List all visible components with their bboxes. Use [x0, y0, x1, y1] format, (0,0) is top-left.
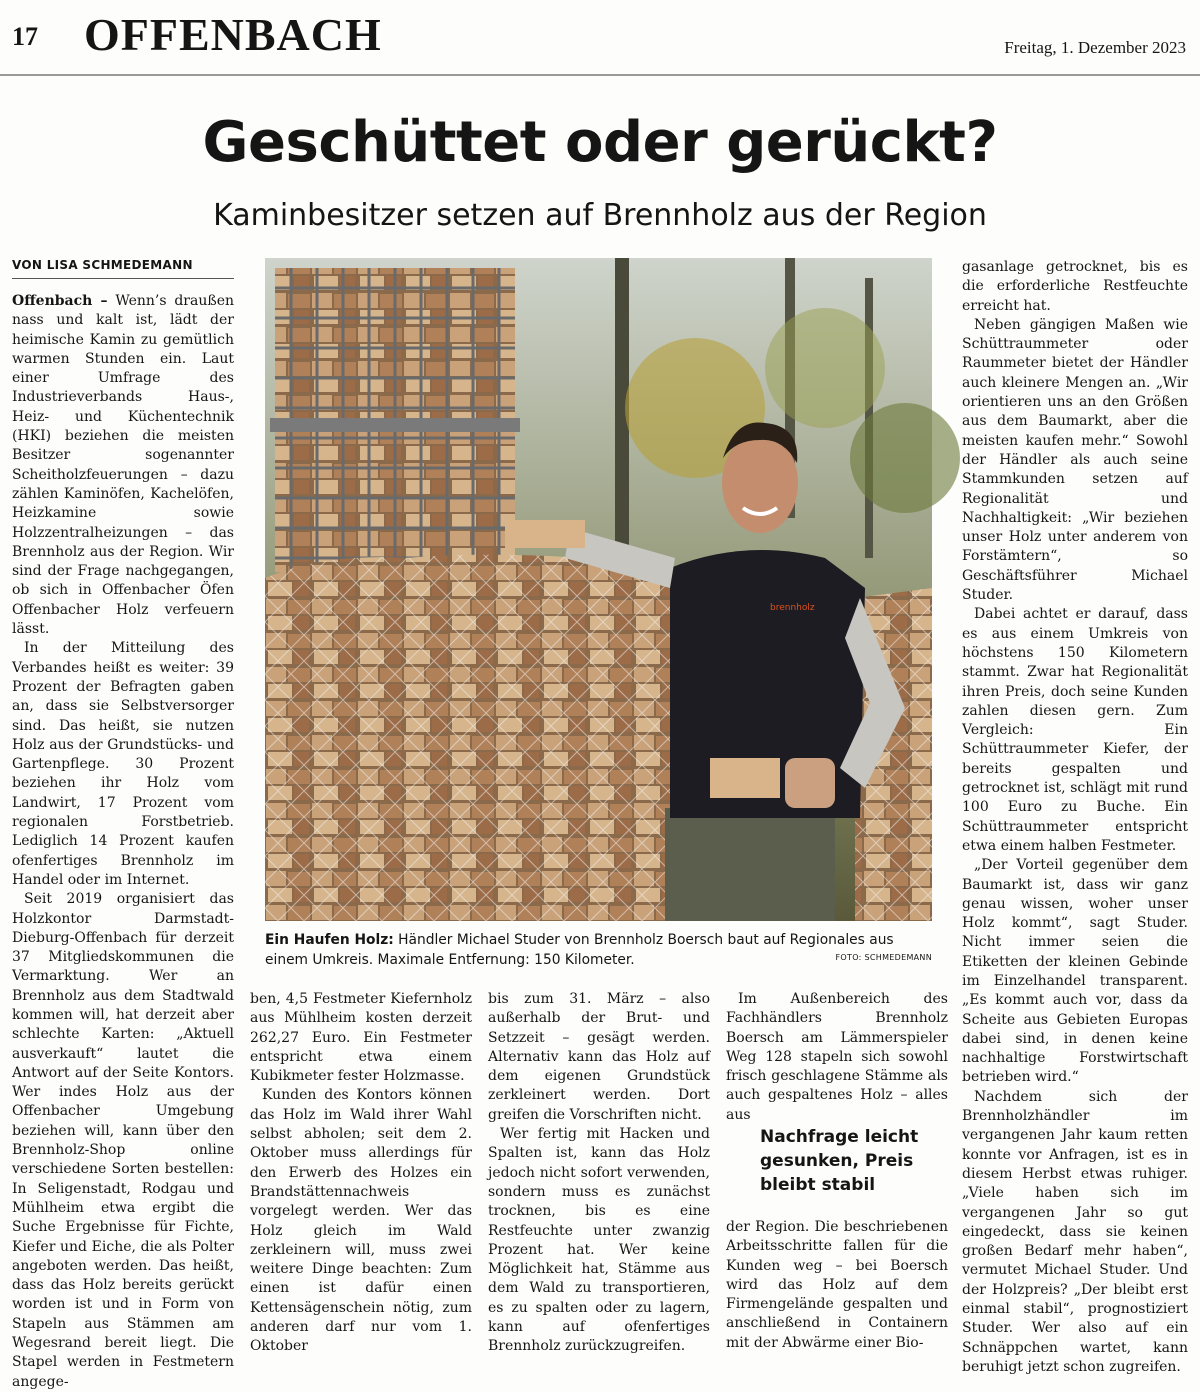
column-3 [488, 990, 710, 1357]
issue-date: Freitag, 1. Dezember 2023 [1004, 38, 1186, 57]
photo-credit: FOTO: SCHMEDEMANN [835, 953, 932, 962]
photo-caption [265, 930, 932, 970]
column-2 [250, 990, 472, 1357]
paragraph: bis zum 31. März – also außerhalb der Brut- und Setzzeit – gesägt werden. Alternativ kann das Holz auf dem eigenen Grundstück zerkleinert werden. Dort greifen die Vorschriften nicht. [488, 991, 710, 1123]
byline: VON LISA SCHMEDEMANN [12, 258, 234, 279]
paragraph: der Region. Die beschriebenen Arbeitsschritte fallen für die Kunden weg – bei Boersch wird das Holz auf dem Firmengelände gespalten und anschließend in Containern mit der Abwärme einer Bio- [726, 1219, 948, 1351]
caption-lead: Ein Haufen Holz: [265, 932, 394, 948]
column-1 [12, 292, 234, 1392]
paragraph: „Der Vorteil gegenüber dem Baumarkt ist, dass wir ganz genau wissen, woher unser Holz kommt“, sagt Studer. Nicht immer seien die Etiketten der kleinen Gebinde im Einzelhandel transparent. „Es kommt auch vor, dass da Scheite aus Gebieten Europas dabei sind, in denen keine nachhaltige Forstwirtschaft betrieben wird.“ [962, 857, 1188, 1086]
header-rule [0, 74, 1200, 76]
column-4-top [726, 990, 948, 1125]
paragraph: In der Mitteilung des Verbandes heißt es weiter: 39 Prozent der Befragten gaben an, dass sie Selbstversorger sind. Das heißt, sie nutzen Holz aus der Grundstücks- und Gartenpflege. 30 Prozent beziehen ihr Holz vom Landwirt, 17 Prozent vom regionalen Forstbetrieb. Lediglich 14 Prozent kaufen ofenfertiges Brennholz im Handel oder im Internet. [12, 640, 234, 888]
paragraph: ben, 4,5 Festmeter Kiefernholz aus Mühlheim kosten derzeit 262,27 Euro. Ein Festmeter entspricht etwa einem Kubikmeter fester Holzmasse. [250, 991, 472, 1085]
caption-text: Händler Michael Studer von Brennholz Boersch baut auf Regionales aus einem Umkreis. Maximale Entfernung: 150 Kilometer. [265, 932, 894, 968]
paragraph: Im Außenbereich des Fachhändlers Brennholz Boersch am Lämmerspieler Weg 128 stapeln sich sowohl frisch geschlagene Stämme als auch gespaltenes Holz – alles aus [726, 991, 948, 1123]
shirt-logo: brennholz [770, 603, 815, 613]
headline: Geschüttet oder gerückt? [202, 110, 998, 175]
page-number: 17 [12, 22, 38, 51]
paragraph: Offenbach – Wenn’s draußen nass und kalt ist, lädt der heimische Kamin zu gemütlich warmen Stunden ein. Laut einer Umfrage des Industrieverbands Haus-, Heiz- und Küchentechnik (HKI) beziehen die meisten Besitzer sogenannter Scheitholzfeuerungen – dazu zählen Kaminöfen, Kachelöfen, Heizkamine sowie Holzzentralheizungen – das Brennholz aus der Region. Wir sind der Frage nachgegangen, ob sich in Offenbacher Öfen Offenbacher Holz verfeuern lässt. [12, 293, 234, 638]
column-4-bottom [726, 1218, 948, 1353]
article-photo [265, 258, 932, 921]
paragraph: Seit 2019 organisiert das Holzkontor Darmstadt-Dieburg-Offenbach für derzeit 37 Mitgliedskommunen die Vermarktung. Wer an Brennholz aus dem Stadtwald kommen will, hat derzeit aber schlechte Karten: „Aktuell ausverkauft“ lautet die Antwort auf der Seite Kontors. Wer indes Holz aus der Offenbacher Umgebung beziehen will, kann über den Brennholz-Shop online verschiedene Sorten bestellen: In Seligenstadt, Rodgau und Mühlheim etwa ergibt die Suche Ergebnisse für Fichte, Kiefer und Eiche, die als Polter angeboten werden. Das heißt, dass das Holz bereits gerückt worden ist und in Form von Stapeln aus Stämmen am Wegesrand bereit liegt. Die Stapel werden in Festmetern angege- [12, 891, 234, 1390]
paragraph: Wer fertig mit Hacken und Spalten ist, kann das Holz jedoch nicht sofort verwenden, sondern muss es zunächst trocknen, bis es eine Restfeuchte unter zwanzig Prozent hat. Wer keine Möglichkeit hat, Stämme aus dem Wald zu transportieren, es zu spalten oder zu lagern, kann auf ofenfertiges Brennholz zurückzugreifen. [488, 1126, 710, 1355]
paragraph: gasanlage getrocknet, bis es die erforderliche Restfeuchte erreicht hat. [962, 259, 1188, 314]
section-title: OFFENBACH [84, 9, 382, 60]
paragraph: Kunden des Kontors können das Holz im Wald ihrer Wahl selbst abholen; seit dem 2. Oktober muss allerdings für den Erwerb des Holzes ein Brandstättennachweis vorgelegt werden. Wer das Holz gleich im Wald zerkleinern will, muss zwei weitere Dinge beachten: Zum einen ist dafür einen Kettensägenschein nötig, zum anderen darf nur vom 1. Oktober [250, 1087, 472, 1355]
paragraph: Nachdem sich der Brennholzhändler im vergangenen Jahr kaum retten konnte vor Anfragen, ist es in diesem Herbst etwas ruhiger. „Viele haben sich im vergangenen Jahr so gut eingedeckt, dass sie keinen großen Bedarf mehr haben“, vermutet Michael Studer. Und der Holzpreis? „Der bleibt erst einmal stabil“, prognostiziert Studer. Wer also auf ein Schnäppchen wartet, kann beruhigt jetzt schon zugreifen. [962, 1088, 1188, 1375]
paragraph: Dabei achtet er darauf, dass es aus einem Umkreis von höchstens 150 Kilometern stammt. Zwar hat Regionalität ihren Preis, doch seine Kunden zahlen diesen gern. Zum Vergleich: Ein Schüttraummeter Kiefer, der bereits gespalten und getrocknet ist, schlägt mit rund 100 Euro zu Buche. Ein Schüttraummeter entspricht etwa einem halben Festmeter. [962, 606, 1188, 854]
intertitle: Nachfrage leicht gesunken, Preis bleibt stabil [760, 1127, 919, 1195]
paragraph: Neben gängigen Maßen wie Schüttraummeter oder Raummeter bietet der Händler auch kleinere Mengen an. „Wir orientieren uns an den Größen aus dem Baumarkt, aber die meisten kaufen mehr.“ Sowohl der Händler als auch seine Stammkunden setzen auf Regionalität und Nachhaltigkeit: „Wir beziehen unser Holz unter anderem von Forstämtern“, so Geschäftsführer Michael Studer. [962, 316, 1188, 604]
subheadline: Kaminbesitzer setzen auf Brennholz aus der Region [213, 198, 987, 233]
dateline: Offenbach – [12, 293, 108, 309]
column-5 [962, 258, 1188, 1377]
